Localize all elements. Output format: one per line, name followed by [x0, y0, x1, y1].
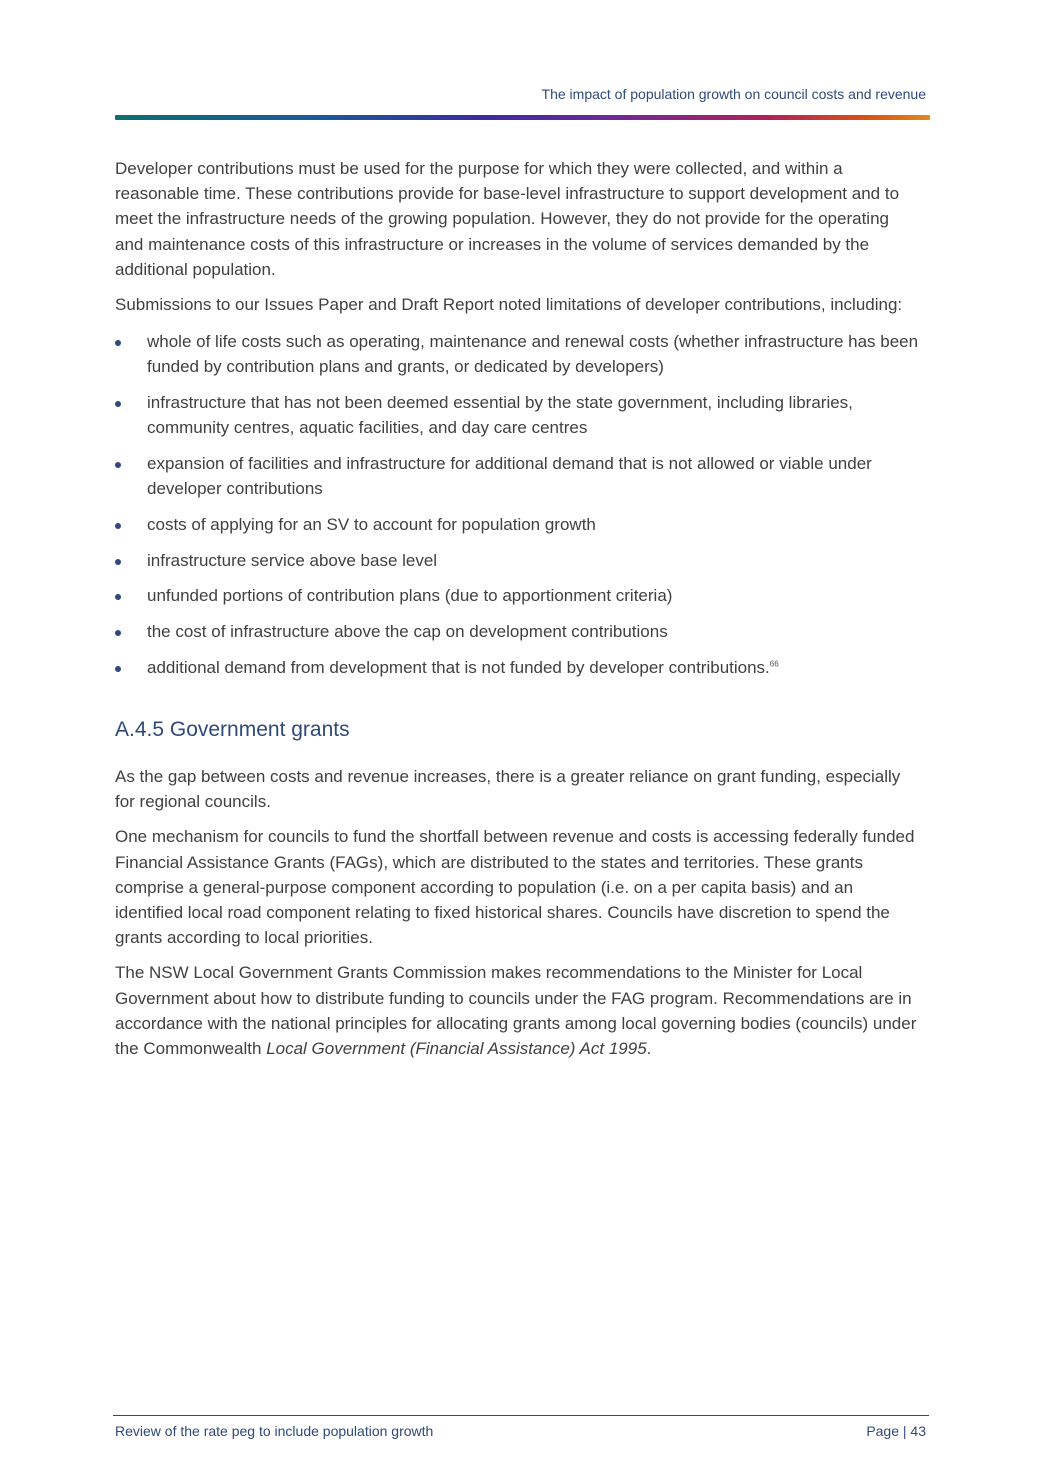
paragraph-text: The NSW Local Government Grants Commission makes recommendations to the Minister for Local Government about how to distribute funding to councils under the FAG program. Recommendations are in accordance with the national principles for allocating grants among local governing bodies (councils) under the Commonwealth: [115, 963, 917, 1058]
paragraph-submissions: Submissions to our Issues Paper and Draft Report noted limitations of developer contributions, including:: [115, 295, 903, 315]
list-item-text: additional demand from development that is not funded by developer contributions.: [147, 657, 770, 677]
page-content: [115, 156, 920, 1071]
list-item: [115, 583, 920, 608]
bullet-icon: [115, 401, 121, 407]
paragraph-grants-commission: [115, 960, 920, 1061]
section-heading: A.4.5 Government grants: [115, 717, 350, 741]
bullet-icon: [115, 594, 121, 600]
footer-report-title: Review of the rate peg to include population growth: [115, 1423, 434, 1439]
paragraph-fags: One mechanism for councils to fund the shortfall between revenue and costs is accessing federally funded Financial Assistance Grants (FAGs), which are distributed to the states and territories. These grants comprise a general-purpose component according to population (i.e. on a per capita basis) and an identified local road component relating to fixed historical shares. Councils have discretion to spend the grants according to local priorities.: [115, 827, 915, 948]
bullet-icon: [115, 523, 121, 529]
bullet-icon: [115, 630, 121, 636]
paragraph-end: .: [646, 1038, 652, 1058]
running-header: The impact of population growth on council costs and revenue: [541, 86, 926, 102]
header-gradient-rule: [115, 115, 930, 120]
bullet-icon: [115, 559, 121, 565]
paragraph-developer-contributions: Developer contributions must be used for the purpose for which they were collected, and within a reasonable time. These contributions provide for base-level infrastructure to support development and to meet the infrastructure needs of the growing population. However, they do not provide for the operating and maintenance costs of this infrastructure or increases in the volume of services demanded by the additional population.: [115, 159, 900, 279]
list-item-text: whole of life costs such as operating, maintenance and renewal costs (whether infrastructure has been funded by contribution plans and grants, or dedicated by developers): [147, 332, 919, 377]
list-item-text: the cost of infrastructure above the cap on development contributions: [147, 622, 668, 642]
bullet-icon: [115, 462, 121, 468]
limitations-list: [115, 329, 920, 680]
list-item: [115, 512, 920, 537]
list-item-text: infrastructure service above base level: [147, 550, 438, 570]
footnote-reference[interactable]: 66: [769, 659, 779, 669]
paragraph-grant-reliance: As the gap between costs and revenue increases, there is a greater reliance on grant funding, especially for regional councils.: [115, 766, 901, 812]
list-item: [115, 329, 920, 379]
list-item: [115, 390, 920, 440]
bullet-icon: [115, 340, 121, 346]
list-item: [115, 619, 920, 644]
list-item-text: expansion of facilities and infrastructure for additional demand that is not allowed or viable under developer contributions: [147, 454, 872, 499]
act-title: Local Government (Financial Assistance) Act 1995: [266, 1038, 647, 1058]
footer-rule: [113, 1415, 929, 1416]
list-item: [115, 548, 920, 573]
list-item: [115, 655, 920, 680]
list-item-text: costs of applying for an SV to account for population growth: [147, 514, 596, 534]
page-number: Page | 43: [866, 1423, 926, 1439]
list-item: [115, 451, 920, 501]
list-item-text: infrastructure that has not been deemed essential by the state government, including libraries, community centres, aquatic facilities, and day care centres: [147, 393, 853, 438]
list-item-text: unfunded portions of contribution plans (due to apportionment criteria): [147, 586, 673, 606]
bullet-icon: [115, 666, 121, 672]
